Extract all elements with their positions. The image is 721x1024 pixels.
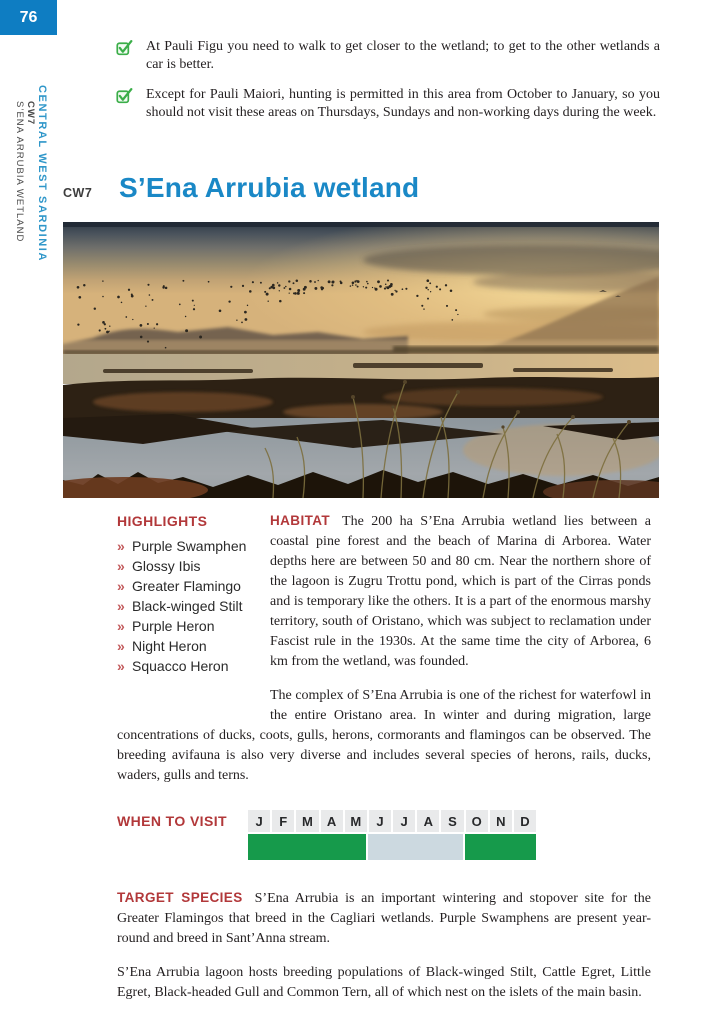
sidebar-region-label: CENTRAL WEST SARDINIA (36, 85, 48, 263)
calendar-month-cell: O (466, 810, 488, 832)
target-species-heading: TARGET SPECIES (117, 890, 243, 905)
calendar-months-row (248, 810, 536, 832)
target-species-paragraph (117, 888, 651, 949)
tips-list (116, 38, 660, 134)
highlight-species: Greater Flamingo (132, 578, 241, 594)
calendar-month-cell: J (393, 810, 415, 832)
highlight-species: Purple Heron (132, 618, 215, 634)
calendar-month-cell: J (248, 810, 270, 832)
habitat-text: The 200 ha S’Ena Arrubia wetland lies between a coastal pine forest and the beach of Marina di Arborea. Water depths here are between 50 and 80 cm. Near the northern shore of the lagoon is Zugru Trottu pond, which is part of the Cirras ponds and is temporary like the others. It is a part of the enormous marshy territory, south of Oristano, which was subject to reclamation under Fascist rule in the 1930s. At the same time the city of Arborea, 6 km from the wetland, was founded. (270, 514, 651, 669)
chevron-bullet-icon: » (117, 598, 125, 614)
overview-paragraph: The complex of S’Ena Arrubia is one of the richest for waterfowl in the entire Oristano area. In winter and during migration, large concentrations of ducks, coots, gulls, herons, cormorants and flamingos can be observed. The breeding avifauna is also very diverse and includes several species of herons, rails, ducks, waders, gulls and terns. (117, 688, 651, 783)
calendar-month-cell: A (321, 810, 343, 832)
calendar-season-segment (465, 834, 536, 860)
highlights-list (117, 536, 270, 676)
tip-item (116, 86, 660, 121)
chevron-bullet-icon: » (117, 578, 125, 594)
sidebar-site-name: S’ENA ARRUBIA WETLAND (14, 101, 25, 243)
highlight-item (117, 656, 270, 676)
page-title: S’Ena Arrubia wetland (119, 172, 420, 203)
highlights-heading: HIGHLIGHTS (117, 513, 208, 529)
target-species-text: S’Ena Arrubia is an important wintering and stopover site for the Greater Flamingos that breed in the Cagliari wetlands. Purple Swamphens are present year-round and breed in Sant’Anna stream. (117, 891, 652, 946)
calendar-month-cell: J (369, 810, 391, 832)
visit-calendar (248, 810, 536, 860)
highlight-species: Glossy Ibis (132, 558, 201, 574)
highlight-item (117, 596, 270, 616)
calendar-month-cell: D (514, 810, 536, 832)
highlight-item (117, 536, 270, 556)
highlight-species: Night Heron (132, 638, 207, 654)
margin-sidebar (14, 85, 48, 585)
highlight-item (117, 616, 270, 636)
calendar-month-cell: A (417, 810, 439, 832)
checked-checkbox-icon (116, 86, 146, 121)
calendar-month-cell: N (490, 810, 512, 832)
calendar-month-cell: S (441, 810, 463, 832)
highlight-item (117, 636, 270, 656)
highlight-item (117, 556, 270, 576)
when-to-visit-section (117, 810, 651, 860)
calendar-month-cell: M (296, 810, 318, 832)
tip-item (116, 38, 660, 73)
chevron-bullet-icon: » (117, 658, 125, 674)
calendar-season-bar (248, 834, 536, 860)
highlight-species: Purple Swamphen (132, 538, 247, 554)
highlight-item (117, 576, 270, 596)
calendar-season-segment (248, 834, 366, 860)
highlight-species: Black-winged Stilt (132, 598, 243, 614)
checked-checkbox-icon (116, 38, 146, 73)
chevron-bullet-icon: » (117, 538, 125, 554)
wetland-sunset-photo (63, 222, 659, 498)
page-number: 76 (0, 0, 57, 35)
tip-text: Except for Pauli Maiori, hunting is permitted in this area from October to January, so you should not visit these areas on Thursdays, Sundays and non-working days during the week. (146, 87, 660, 120)
breeding-paragraph: S’Ena Arrubia lagoon hosts breeding populations of Black-winged Stilt, Cattle Egret, Little Egret, Black-headed Gull and Common Tern, all of which nest on the islets of the main basin. (117, 965, 651, 1000)
when-to-visit-heading: WHEN TO VISIT (117, 813, 227, 829)
highlights-box (117, 511, 270, 712)
section-code: CW7 (63, 186, 93, 200)
chevron-bullet-icon: » (117, 558, 125, 574)
main-content (117, 511, 651, 1017)
habitat-heading: HABITAT (270, 513, 331, 528)
tip-text: At Pauli Figu you need to walk to get closer to the wetland; to get to the other wetlands a car is better. (146, 39, 660, 72)
calendar-month-cell: F (272, 810, 294, 832)
chevron-bullet-icon: » (117, 638, 125, 654)
sidebar-site-code: CW7 (25, 101, 36, 126)
chevron-bullet-icon: » (117, 618, 125, 634)
calendar-season-segment (368, 834, 463, 860)
highlight-species: Squacco Heron (132, 658, 229, 674)
calendar-month-cell: M (345, 810, 367, 832)
